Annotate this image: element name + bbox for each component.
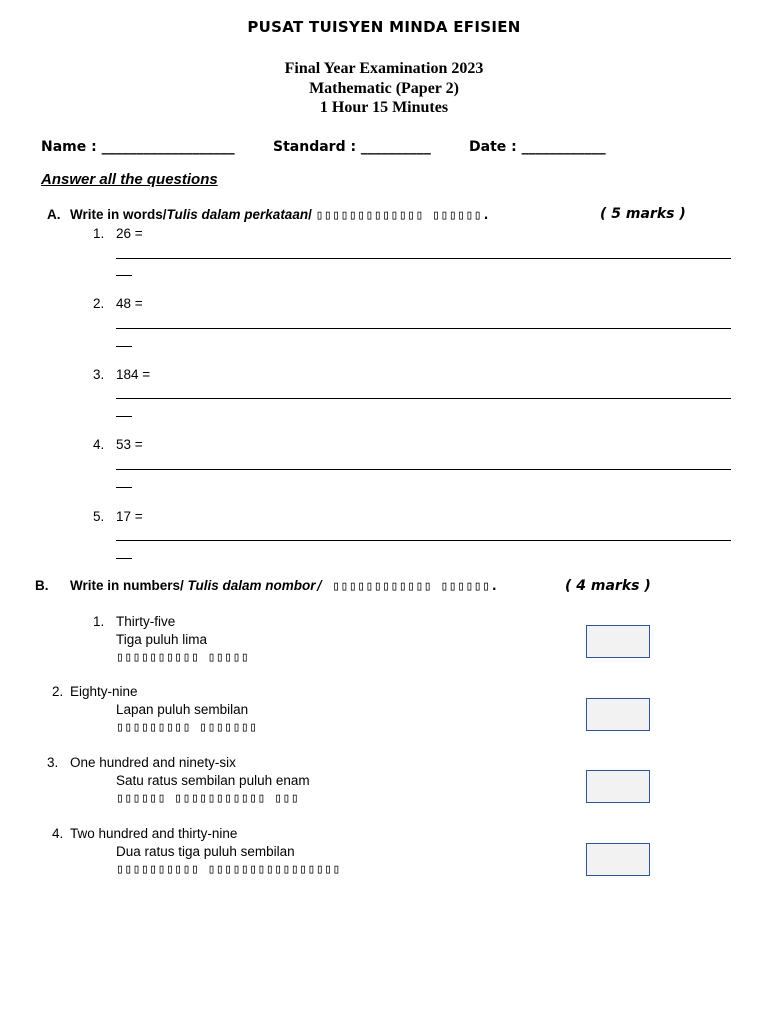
question-b3-malay: Satu ratus sembilan puluh enam	[116, 773, 310, 788]
question-b3-english: One hundred and ninety-six	[70, 755, 236, 770]
section-a-label-ta: ▯▯▯▯▯▯▯▯▯▯▯▯▯ ▯▯▯▯▯▯.	[315, 208, 491, 223]
question-a1-text: 26 =	[116, 226, 143, 241]
question-b4-english: Two hundred and thirty-nine	[70, 826, 238, 841]
section-a-label-ms: Tulis dalam perkataan	[166, 207, 309, 222]
section-a-label-slash: /	[308, 207, 316, 222]
answer-line-a1-tail	[116, 275, 132, 276]
center-name: PUSAT TUISYEN MINDA EFISIEN	[247, 18, 521, 36]
section-a-heading	[70, 207, 490, 223]
answer-line-a4[interactable]	[116, 469, 731, 470]
question-b4-tamil: ▯▯▯▯▯▯▯▯▯▯ ▯▯▯▯▯▯▯▯▯▯▯▯▯▯▯▯	[116, 862, 341, 877]
question-b3-number: 3.	[47, 755, 59, 770]
question-a4-number: 4.	[93, 437, 105, 452]
answer-line-a3-tail	[116, 416, 132, 417]
question-b4-malay: Dua ratus tiga puluh sembilan	[116, 844, 295, 859]
question-b1-malay: Tiga puluh lima	[116, 632, 208, 647]
question-b1-english: Thirty-five	[116, 614, 176, 629]
section-b-letter: B.	[35, 578, 49, 593]
question-a3-text: 184 =	[116, 367, 151, 382]
question-a4-text: 53 =	[116, 437, 143, 452]
answer-line-a2[interactable]	[116, 328, 731, 329]
question-a2-text: 48 =	[116, 296, 143, 311]
duration: 1 Hour 15 Minutes	[319, 99, 449, 116]
answer-box-b2[interactable]	[586, 698, 650, 731]
answer-line-a2-tail	[116, 346, 132, 347]
standard-field[interactable]: Standard : __________	[273, 139, 431, 155]
answer-line-a5-tail	[116, 558, 132, 559]
question-a5-number: 5.	[93, 509, 105, 524]
exam-title: Final Year Examination 2023	[284, 60, 484, 77]
section-b-marks: ( 4 marks )	[565, 578, 651, 594]
answer-box-b4[interactable]	[586, 843, 650, 876]
answer-box-b3[interactable]	[586, 770, 650, 803]
section-b-label-en: Write in numbers/	[70, 578, 188, 593]
answer-line-a1[interactable]	[116, 258, 731, 259]
question-a2-number: 2.	[93, 296, 105, 311]
answer-line-a5[interactable]	[116, 540, 731, 541]
section-a-marks: ( 5 marks )	[600, 206, 686, 222]
question-b2-malay: Lapan puluh sembilan	[116, 702, 249, 717]
question-a1-number: 1.	[93, 226, 105, 241]
instruction: Answer all the questions	[41, 171, 218, 188]
question-b3-tamil: ▯▯▯▯▯▯ ▯▯▯▯▯▯▯▯▯▯▯ ▯▯▯	[116, 791, 300, 806]
question-a5-text: 17 =	[116, 509, 143, 524]
subject-title: Mathematic (Paper 2)	[309, 80, 459, 97]
section-b-label-ms: Tulis dalam nombor	[187, 578, 316, 593]
question-b2-english: Eighty-nine	[70, 684, 138, 699]
question-b4-number: 4.	[52, 826, 64, 841]
question-a3-number: 3.	[93, 367, 105, 382]
question-b1-tamil: ▯▯▯▯▯▯▯▯▯▯ ▯▯▯▯▯	[116, 650, 250, 665]
answer-line-a4-tail	[116, 487, 132, 488]
section-b-label-ta: / ▯▯▯▯▯▯▯▯▯▯▯▯ ▯▯▯▯▯▯.	[315, 579, 499, 594]
section-a-letter: A.	[47, 207, 61, 222]
section-b-heading	[70, 578, 499, 594]
question-b2-tamil: ▯▯▯▯▯▯▯▯▯ ▯▯▯▯▯▯▯	[116, 720, 258, 735]
date-field[interactable]: Date : ____________	[469, 139, 606, 155]
answer-line-a3[interactable]	[116, 398, 731, 399]
answer-box-b1[interactable]	[586, 625, 650, 658]
question-b2-number: 2.	[52, 684, 64, 699]
name-field[interactable]: Name : ___________________	[41, 139, 235, 155]
section-a-label-en: Write in words/	[70, 207, 167, 222]
question-b1-number: 1.	[93, 614, 105, 629]
